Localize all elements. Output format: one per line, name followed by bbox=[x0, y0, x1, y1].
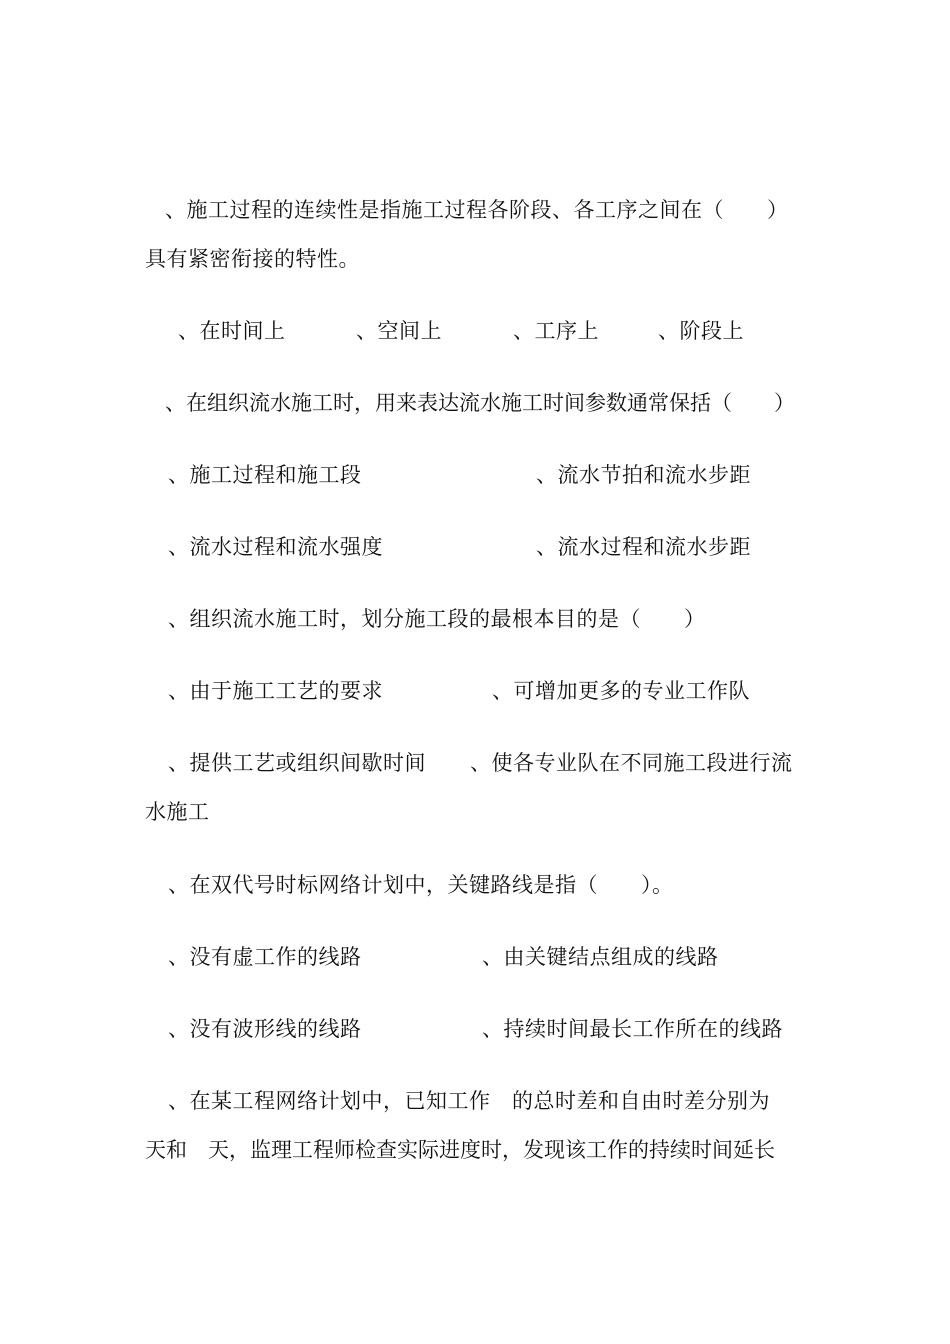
q2-option-b: 、流水节拍和流水步距 bbox=[536, 463, 751, 487]
q4-option-a: 、没有虚工作的线路 bbox=[168, 945, 362, 969]
q4-option-b: 、由关键结点组成的线路 bbox=[482, 945, 719, 969]
q1-stem-line1: 、施工过程的连续性是指施工过程各阶段、各工序之间在（ ） bbox=[165, 198, 789, 222]
q5-stem-line1: 、在某工程网络计划中，已知工作 的总时差和自由时差分别为 bbox=[168, 1089, 770, 1113]
q5-stem-line2: 天和 天，监理工程师检查实际进度时，发现该工作的持续时间延长 bbox=[145, 1138, 775, 1162]
q2-stem: 、在组织流水施工时，用来表达流水施工时间参数通常保括（ ） bbox=[165, 391, 795, 415]
q4-option-d: 、持续时间最长工作所在的线路 bbox=[482, 1017, 783, 1041]
q4-option-c: 、没有波形线的线路 bbox=[168, 1017, 362, 1041]
q4-stem: 、在双代号时标网络计划中，关键路线是指（ ）。 bbox=[168, 873, 674, 897]
q1-stem-line2: 具有紧密衔接的特性。 bbox=[145, 247, 360, 271]
q3-stem: 、组织流水施工时，划分施工段的最根本目的是（ ） bbox=[168, 607, 706, 631]
q3-option-d: 、使各专业队在不同施工段进行流 bbox=[470, 751, 793, 775]
q1-option-a: 、在时间上 bbox=[178, 319, 286, 343]
q3-option-b: 、可增加更多的专业工作队 bbox=[492, 679, 750, 703]
q3-option-a: 、由于施工工艺的要求 bbox=[168, 679, 383, 703]
q3-option-c: 、提供工艺或组织间歇时间 bbox=[168, 751, 426, 775]
q1-option-b: 、空间上 bbox=[356, 319, 442, 343]
q1-option-d: 、阶段上 bbox=[658, 319, 744, 343]
q3-option-d-continuation: 水施工 bbox=[145, 800, 210, 824]
q2-option-d: 、流水过程和流水步距 bbox=[536, 535, 751, 559]
q2-option-a: 、施工过程和施工段 bbox=[168, 463, 362, 487]
q1-option-c: 、工序上 bbox=[513, 319, 599, 343]
q2-option-c: 、流水过程和流水强度 bbox=[168, 535, 383, 559]
